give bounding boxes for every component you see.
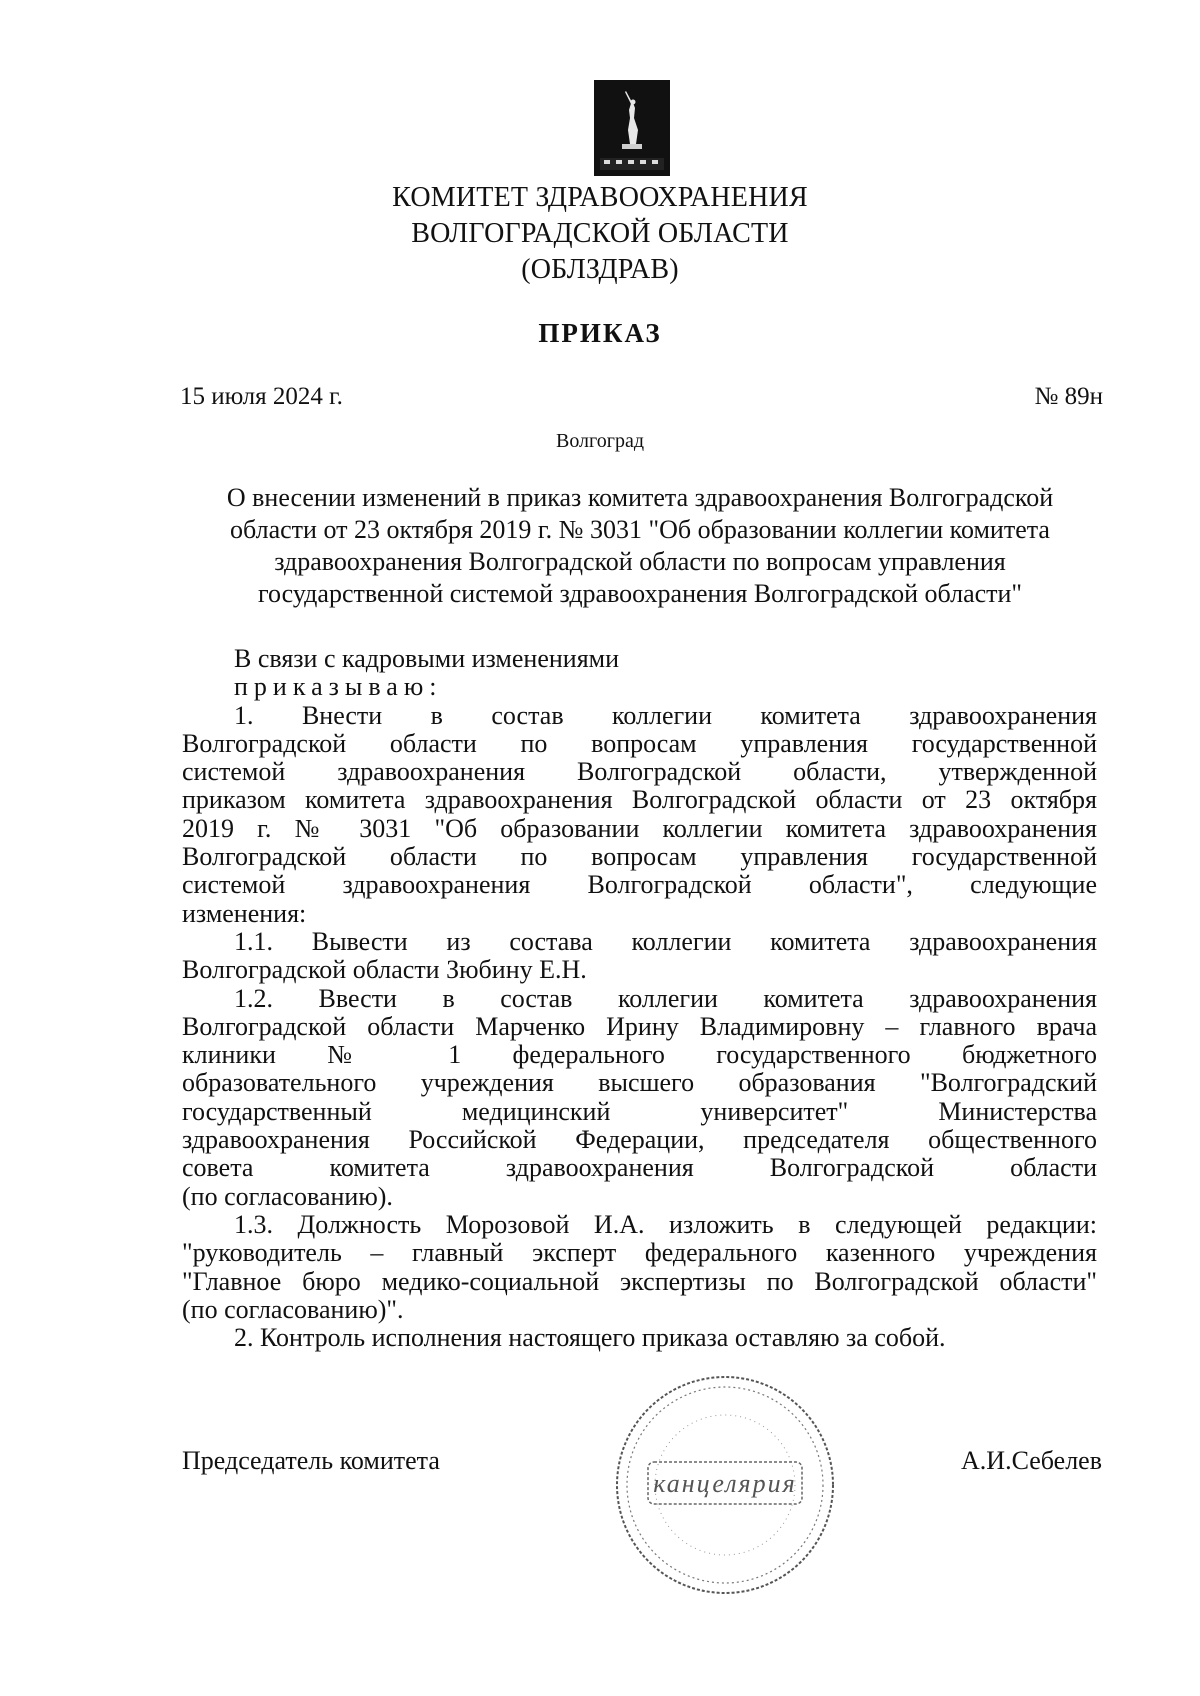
body-order-word: приказываю: <box>234 672 443 702</box>
document-subject <box>170 482 1110 610</box>
document-number: № 89н <box>1034 383 1103 410</box>
document-type-title: ПРИКАЗ <box>538 318 662 348</box>
body-line: 1.1. Вывести из состава коллегии комитета здравоохранения <box>234 927 1097 956</box>
body-line: здравоохранения Российской Федерации, председателя общественного <box>182 1126 1097 1155</box>
subject-line: здравоохранения Волгоградской области по вопросам управления <box>274 547 1006 576</box>
body-line: "Главное бюро медико-социальной экспертизы по Волгоградской области" <box>182 1267 1097 1296</box>
body-line: 2. Контроль исполнения настоящего приказа оставляю за собой. <box>234 1323 946 1353</box>
header-line-3: (ОБЛЗДРАВ) <box>521 254 679 285</box>
body-line: приказом комитета здравоохранения Волгоградской области от 23 октября <box>182 786 1097 815</box>
header-line-2: ВОЛГОГРАДСКОЙ ОБЛАСТИ <box>411 218 789 249</box>
subject-line: государственной системой здравоохранения Волгоградской области" <box>257 579 1023 608</box>
subject-line: области от 23 октября 2019 г. № 3031 "Об образовании коллегии комитета <box>230 515 1050 544</box>
body-line: системой здравоохранения Волгоградской области", следующие <box>182 871 1097 900</box>
body-line: Волгоградской области Марченко Ирину Владимировну – главного врача <box>182 1012 1097 1041</box>
subject-line: О внесении изменений в приказ комитета здравоохранения Волгоградской <box>226 483 1054 512</box>
signatory-name: А.И.Себелев <box>961 1446 1102 1475</box>
document-city: Волгоград <box>555 430 645 452</box>
body-line: Волгоградской области по вопросам управления государственной <box>182 729 1097 758</box>
organization-header <box>0 180 1200 288</box>
body-line: (по согласованию). <box>182 1181 393 1211</box>
body-intro: В связи с кадровыми изменениями <box>234 644 620 673</box>
body-line: клиники № 1 федерального государственного бюджетного <box>182 1041 1097 1070</box>
document-date: 15 июля 2024 г. <box>180 383 343 410</box>
header-line-1: КОМИТЕТ ЗДРАВООХРАНЕНИЯ <box>392 182 808 213</box>
body-line: "руководитель – главный эксперт федерального казенного учреждения <box>182 1239 1097 1268</box>
body-line: образовательного учреждения высшего образования "Волгоградский <box>182 1069 1097 1098</box>
document-body <box>182 645 1097 1352</box>
body-line: (по согласованию)". <box>182 1294 404 1324</box>
body-line: государственный медицинский университет" Министерства <box>182 1097 1097 1126</box>
coat-of-arms-emblem <box>592 78 672 178</box>
body-line: Волгоградской области Зюбину Е.Н. <box>182 955 587 985</box>
office-stamp <box>610 1370 840 1600</box>
body-line: 1.3. Должность Морозовой И.А. изложить в следующей редакции: <box>234 1210 1097 1239</box>
body-line: Волгоградской области по вопросам управления государственной <box>182 843 1097 872</box>
body-line: 1. Внести в состав коллегии комитета здравоохранения <box>234 701 1097 730</box>
body-line: 2019 г. № 3031 "Об образовании коллегии комитета здравоохранения <box>182 814 1097 843</box>
signatory-position: Председатель комитета <box>182 1446 440 1475</box>
stamp-text: канцелярия <box>653 1469 797 1498</box>
body-line: изменения: <box>182 898 307 928</box>
body-line: системой здравоохранения Волгоградской области, утвержденной <box>182 758 1097 787</box>
body-line: совета комитета здравоохранения Волгоградской области <box>182 1154 1097 1183</box>
body-line: 1.2. Ввести в состав коллегии комитета здравоохранения <box>234 984 1097 1013</box>
